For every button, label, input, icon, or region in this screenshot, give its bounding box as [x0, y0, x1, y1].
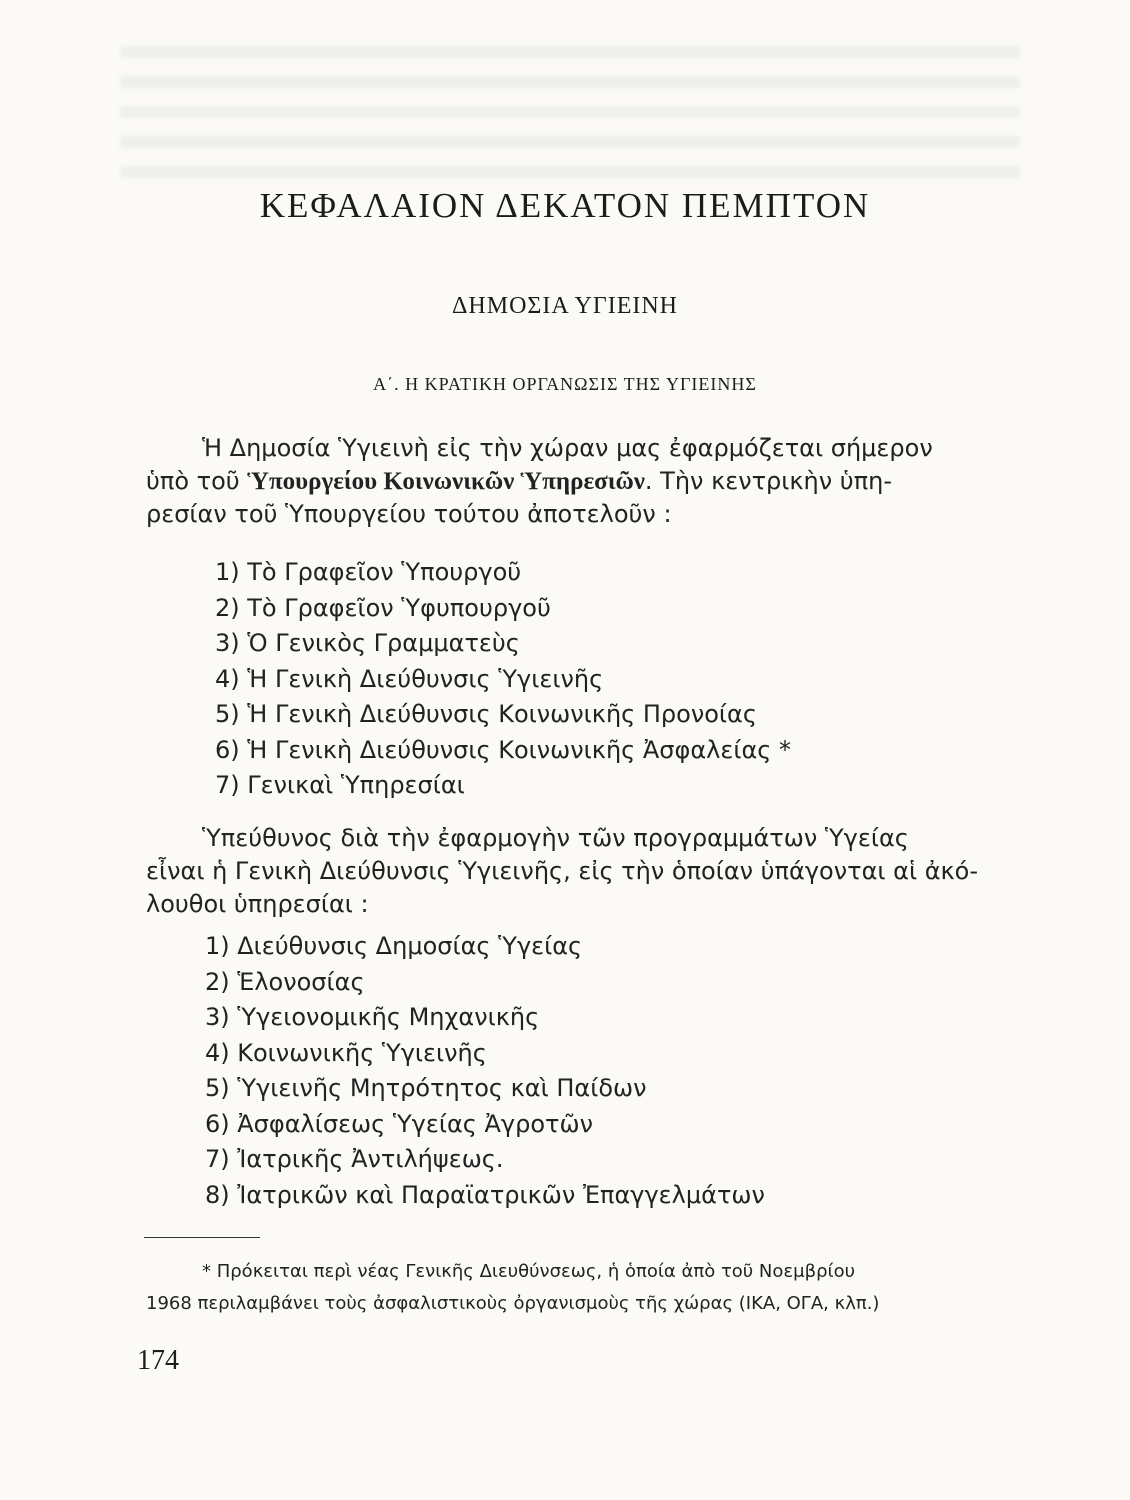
- intro-line-1: Ἡ Δημοσία Ὑγιεινὴ εἰς τὴν χώραν μας ἐφαρμόζεται σήμερον: [202, 434, 933, 462]
- intro-paragraph: [146, 432, 1026, 531]
- paragraph2-line-2: εἶναι ἡ Γενικὴ Διεύθυνσις Ὑγιεινῆς, εἰς τὴν ὁποίαν ὑπάγονται αἱ ἀκό-: [146, 857, 979, 885]
- footnote-line-1: * Πρόκειται περὶ νέας Γενικῆς Διευθύνσεως, ἡ ὁποία ἀπὸ τοῦ Νοεμβρίου: [202, 1261, 856, 1282]
- list-item: 6) Ἀσφαλίσεως Ὑγείας Ἀγροτῶν: [205, 1109, 593, 1138]
- footnote-line-2: 1968 περιλαμβάνει τοὺς ἀσφαλιστικοὺς ὀργανισμοὺς τῆς χώρας (ΙΚΑ, ΟΓΑ, κλπ.): [146, 1293, 880, 1314]
- list-item: 2) Τὸ Γραφεῖον Ὑφυπουργοῦ: [215, 593, 551, 622]
- list-item: 5) Ὑγιεινῆς Μητρότητος καὶ Παίδων: [205, 1074, 647, 1102]
- chapter-title: ΚΕΦΑΛΑΙΟΝ ΔΕΚΑΤΟΝ ΠΕΜΠΤΟΝ: [259, 186, 871, 225]
- list-item: 2) Ἑλονοσίας: [205, 967, 365, 996]
- ministry-services-list: [215, 555, 791, 804]
- list-item: 6) Ἡ Γενικὴ Διεύθυνσις Κοινωνικῆς Ἀσφαλείας *: [215, 735, 791, 764]
- list-item: 5) Ἡ Γενικὴ Διεύθυνσις Κοινωνικῆς Προνοίας: [215, 700, 757, 728]
- footnote-divider: [144, 1237, 260, 1238]
- ministry-name: Ὑπουργείου Κοινωνικῶν Ὑπηρεσιῶν: [247, 468, 645, 495]
- intro-line-3: ρεσίαν τοῦ Ὑπουργείου τούτου ἀποτελοῦν :: [146, 500, 672, 528]
- footnote: [146, 1256, 1006, 1320]
- page-number: 174: [137, 1345, 179, 1376]
- paragraph2-line-1: Ὑπεύθυνος διὰ τὴν ἐφαρμογὴν τῶν προγραμμάτων Ὑγείας: [202, 824, 909, 852]
- list-item: 3) Ὑγειονομικῆς Μηχανικῆς: [205, 1003, 540, 1031]
- list-item: 4) Κοινωνικῆς Ὑγιεινῆς: [205, 1038, 487, 1067]
- intro-line-2: [146, 465, 1026, 498]
- health-services-list: [205, 929, 765, 1213]
- intro-line-2-post: . Τὴν κεντρικὴν ὑπη-: [644, 467, 893, 495]
- list-item: 1) Διεύθυνσις Δημοσίας Ὑγείας: [205, 932, 583, 960]
- list-item: 8) Ἰατρικῶν καὶ Παραϊατρικῶν Ἐπαγγελμάτων: [205, 1180, 765, 1209]
- list-item: 4) Ἡ Γενικὴ Διεύθυνσις Ὑγιεινῆς: [215, 664, 604, 693]
- health-directorate-paragraph: [146, 822, 1026, 921]
- list-item: 1) Τὸ Γραφεῖον Ὑπουργοῦ: [215, 558, 522, 586]
- list-item: 7) Ἰατρικῆς Ἀντιλήψεως.: [205, 1145, 504, 1173]
- bleed-through-text: [120, 28, 1020, 178]
- subsection-title: Α΄. Η ΚΡΑΤΙΚΗ ΟΡΓΑΝΩΣΙΣ ΤΗΣ ΥΓΙΕΙΝΗΣ: [373, 374, 757, 394]
- section-title: ΔΗΜΟΣΙΑ ΥΓΙΕΙΝΗ: [451, 293, 679, 319]
- intro-line-2-pre: ὑπὸ τοῦ: [146, 467, 248, 495]
- list-item: 7) Γενικαὶ Ὑπηρεσίαι: [215, 771, 465, 799]
- paragraph2-line-3: λουθοι ὑπηρεσίαι :: [146, 890, 369, 918]
- list-item: 3) Ὁ Γενικὸς Γραμματεὺς: [215, 629, 520, 657]
